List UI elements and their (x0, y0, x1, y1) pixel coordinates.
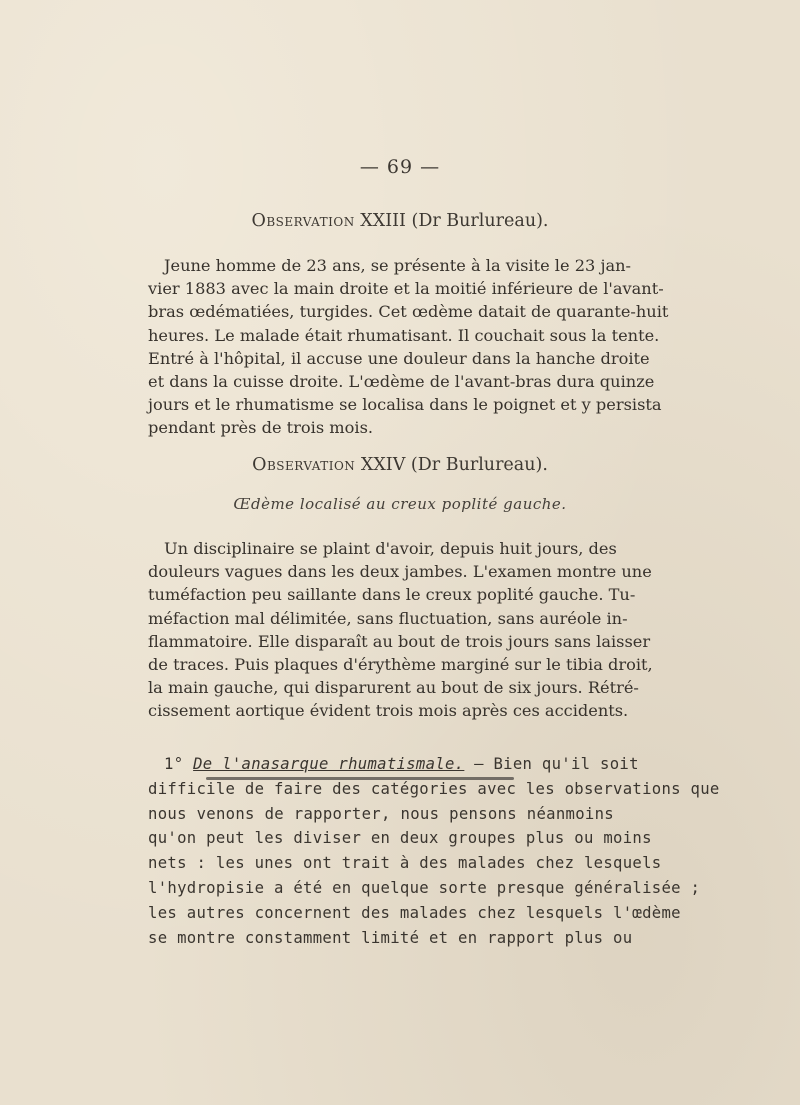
observation-23-label: Observation (251, 211, 355, 231)
obs23-line: pendant près de trois mois. (148, 418, 374, 438)
obs23-line: bras œdématiées, turgides. Cet œdème datait de quarante-huit (148, 302, 669, 322)
section-heading-line (148, 752, 639, 777)
obs24-line: douleurs vagues dans les deux jambes. L'examen montre une (148, 562, 652, 582)
obs24-line: de traces. Puis plaques d'érythème marginé sur le tibia droit, (148, 655, 653, 675)
observation-24-text (148, 537, 653, 723)
obs23-line: Entré à l'hôpital, il accuse une douleur dans la hanche droite (148, 348, 650, 368)
section-line: les autres concernent des malades chez lesquels l'œdème (148, 903, 681, 922)
observation-24-subtitle: Œdème localisé au creux poplité gauche. (233, 495, 567, 513)
strikethrough-mark (206, 777, 514, 780)
obs24-line: la main gauche, qui disparurent au bout de six jours. Rétré- (148, 678, 639, 698)
observation-24-title (0, 455, 800, 475)
obs23-line: Jeune homme de 23 ans, se présente à la visite le 23 jan- (164, 256, 632, 275)
section-line: difficile de faire des catégories avec les observations que (148, 779, 720, 798)
section-line: nets : les unes ont trait à des malades chez lesquels (148, 854, 662, 873)
observation-23-text (148, 254, 669, 440)
section-line: l'hydropisie a été en quelque sorte presque généralisée ; (148, 878, 701, 897)
page-number: — 69 — (359, 156, 441, 178)
section-heading-after: — Bien qu'il soit (464, 755, 639, 773)
obs24-line: cissement aortique évident trois mois après ces accidents. (148, 701, 629, 721)
section-anasarque (148, 752, 720, 950)
observation-23-number: XXIII (Dr Burlureau). (360, 211, 549, 231)
obs23-line: vier 1883 avec la main droite et la moitié inférieure de l'avant- (148, 279, 664, 299)
obs24-line: Un disciplinaire se plaint d'avoir, depuis huit jours, des (164, 539, 617, 558)
section-line: se montre constamment limité et en rapport plus ou (148, 928, 633, 947)
obs24-line: tuméfaction peu saillante dans le creux poplité gauche. Tu- (148, 585, 636, 605)
observation-23-title (0, 211, 800, 231)
obs24-line: méfaction mal délimitée, sans fluctuation, sans auréole in- (148, 608, 628, 628)
observation-24-label: Observation (252, 455, 356, 475)
observation-24-number: XXIV (Dr Burlureau). (360, 455, 548, 475)
obs23-line: heures. Le malade était rhumatisant. Il couchait sous la tente. (148, 325, 660, 345)
obs24-line: flammatoire. Elle disparaît au bout de trois jours sans laisser (148, 631, 651, 651)
section-heading: De l'anasarque rhumatismale. (193, 755, 465, 773)
section-line: nous venons de rapporter, nous pensons néanmoins (148, 804, 614, 823)
obs23-line: et dans la cuisse droite. L'œdème de l'avant-bras dura quinze (148, 372, 655, 392)
section-line: qu'on peut les diviser en deux groupes plus ou moins (148, 829, 652, 848)
obs23-line: jours et le rhumatisme se localisa dans le poignet et y persista (148, 395, 662, 415)
section-number: 1° (164, 755, 184, 773)
